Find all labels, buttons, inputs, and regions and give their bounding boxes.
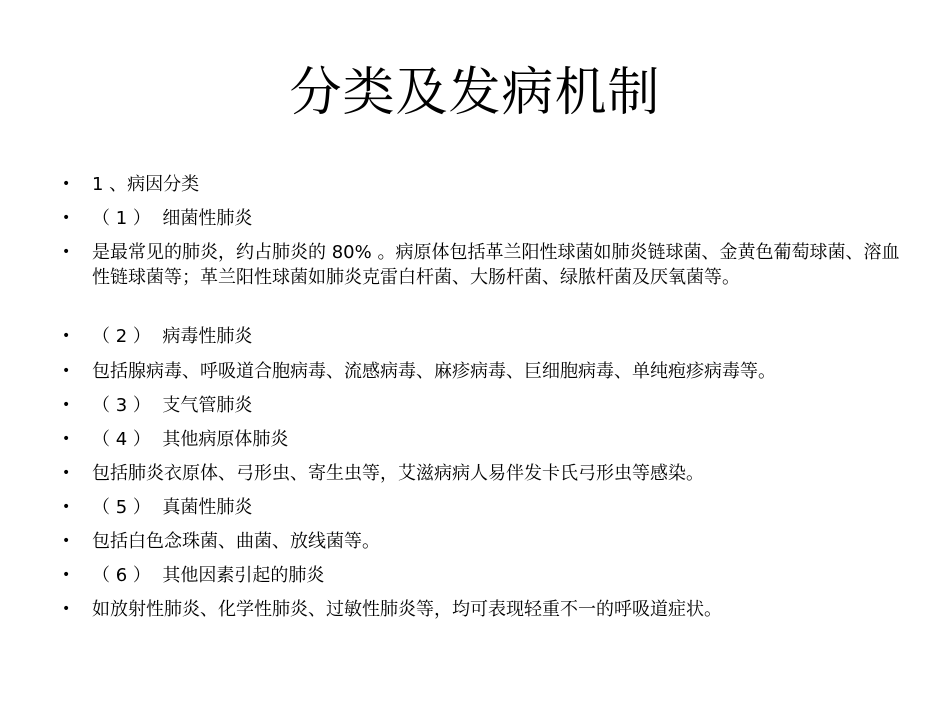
bullet-dot-icon: • bbox=[62, 499, 71, 515]
bullet-dot-icon: • bbox=[62, 176, 71, 192]
bullet-text: 是最常见的肺炎，约占肺炎的 80% 。病原体包括革兰阳性球菌如肺炎链球菌、金黄色葡萄球菌、溶血性链球菌等；革兰阳性球菌如肺炎克雷白杆菌、大肠杆菌、绿脓杆菌及厌氧菌等。 bbox=[92, 242, 900, 288]
bullet-dot-icon: • bbox=[62, 533, 71, 549]
bullet-text: 包括肺炎衣原体、弓形虫、寄生虫等，艾滋病病人易伴发卡氏弓形虫等感染。 bbox=[92, 463, 704, 484]
bullet-item bbox=[62, 172, 902, 197]
bullet-item bbox=[62, 324, 902, 349]
bullet-text: （ 2 ） 病毒性肺炎 bbox=[92, 326, 253, 347]
bullet-item bbox=[62, 359, 902, 384]
bullet-item bbox=[62, 529, 902, 554]
bullet-text: 包括白色念珠菌、曲菌、放线菌等。 bbox=[92, 531, 380, 552]
bullet-item bbox=[62, 597, 902, 622]
bullet-dot-icon: • bbox=[62, 465, 71, 481]
bullet-text: 1 、病因分类 bbox=[92, 174, 200, 195]
bullet-item bbox=[62, 495, 902, 520]
bullet-text: （ 6 ） 其他因素引起的肺炎 bbox=[92, 565, 325, 586]
bullet-item bbox=[62, 206, 902, 231]
bullet-text: （ 5 ） 真菌性肺炎 bbox=[92, 497, 253, 518]
bullet-item bbox=[62, 393, 902, 418]
bullet-text: （ 1 ） 细菌性肺炎 bbox=[92, 208, 253, 229]
bullet-dot-icon: • bbox=[62, 210, 71, 226]
bullet-item bbox=[62, 427, 902, 452]
bullet-item bbox=[62, 563, 902, 588]
bullet-dot-icon: • bbox=[62, 244, 71, 260]
bullet-text: 包括腺病毒、呼吸道合胞病毒、流感病毒、麻疹病毒、巨细胞病毒、单纯疱疹病毒等。 bbox=[92, 361, 776, 382]
bullet-dot-icon: • bbox=[62, 601, 71, 617]
bullet-dot-icon: • bbox=[62, 567, 71, 583]
bullet-text: （ 3 ） 支气管肺炎 bbox=[92, 395, 253, 416]
bullet-text: 如放射性肺炎、化学性肺炎、过敏性肺炎等，均可表现轻重不一的呼吸道症状。 bbox=[92, 599, 722, 620]
slide-title: 分类及发病机制 bbox=[289, 63, 661, 123]
bullet-dot-icon: • bbox=[62, 397, 71, 413]
bullet-item bbox=[62, 240, 902, 290]
bullet-dot-icon: • bbox=[62, 363, 71, 379]
bullet-dot-icon: • bbox=[62, 328, 71, 344]
bullet-dot-icon: • bbox=[62, 431, 71, 447]
bullet-item bbox=[62, 461, 902, 486]
bullet-text: （ 4 ） 其他病原体肺炎 bbox=[92, 429, 289, 450]
